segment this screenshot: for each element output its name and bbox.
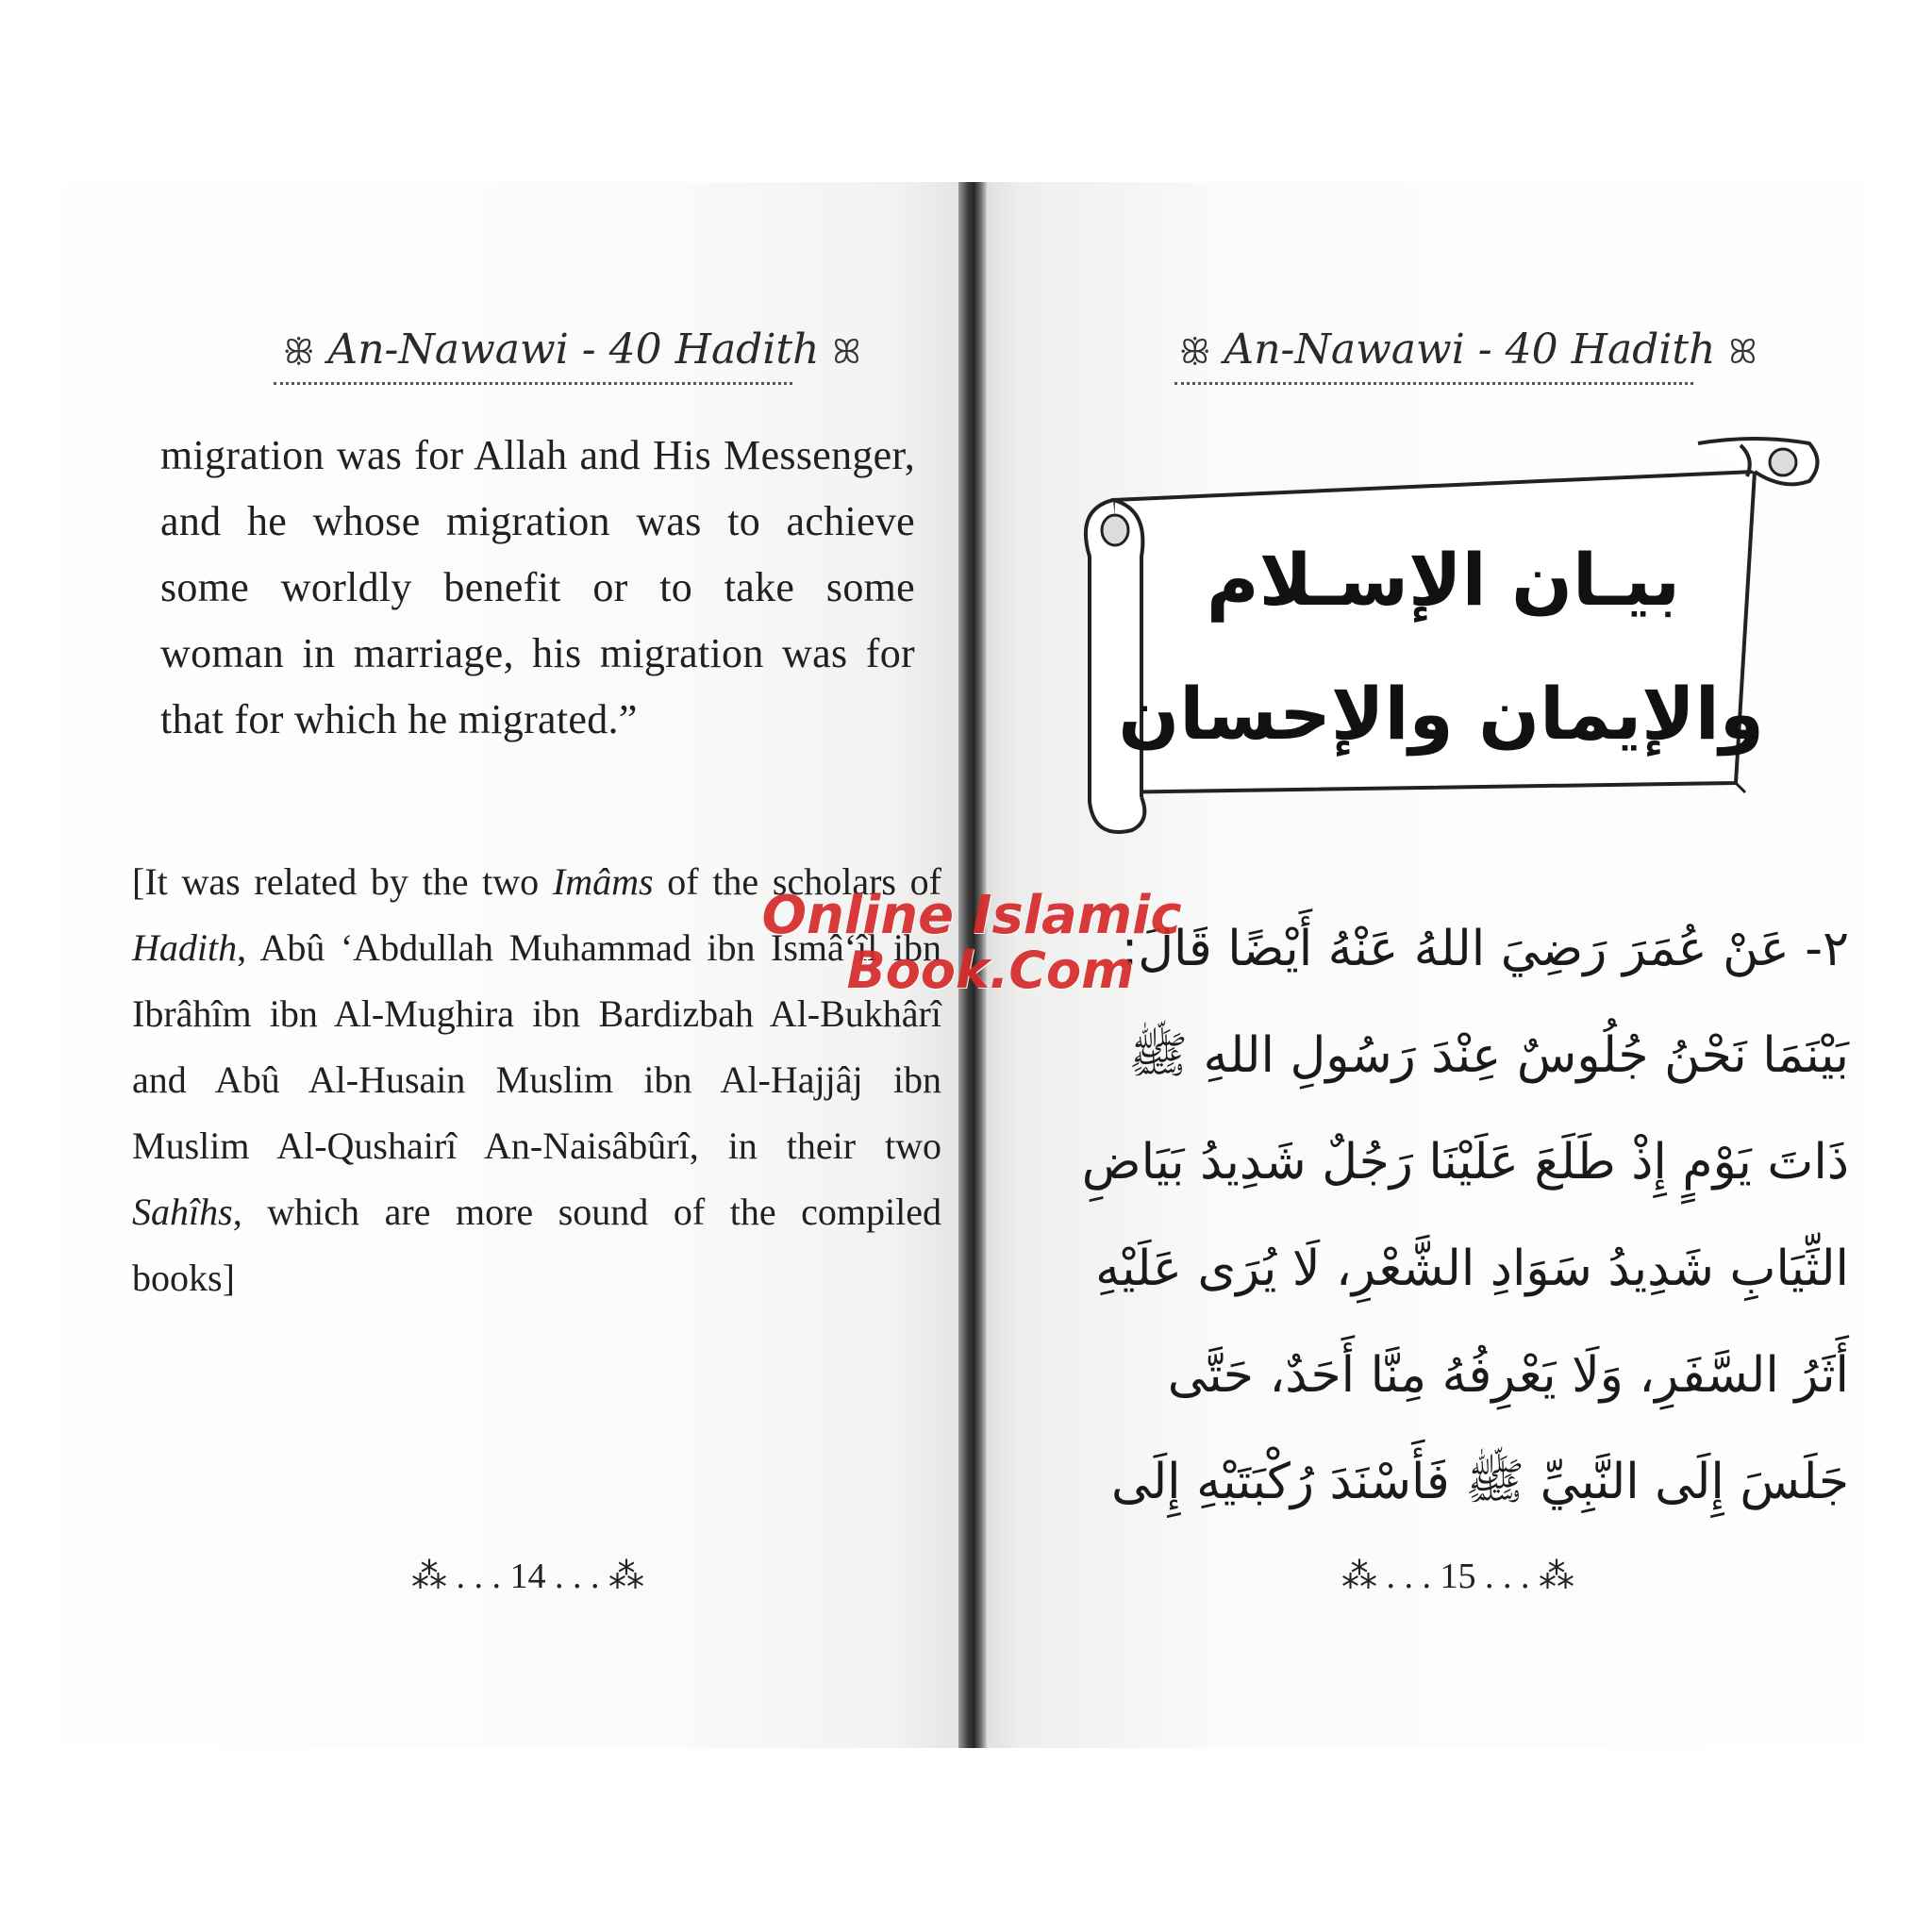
left-page-number-text: 14 — [509, 1557, 546, 1596]
citation-text: [It was related by the two — [132, 860, 553, 903]
citation-italic: Hadith — [132, 926, 238, 969]
right-page-number — [1341, 1555, 1574, 1597]
folio-ornament-icon: . . . ⁂ — [555, 1557, 644, 1596]
right-running-head-text: An-Nawawi - 40 Hadith — [1224, 325, 1716, 374]
right-page-number-text: 15 — [1440, 1557, 1476, 1596]
left-page-number — [411, 1555, 644, 1597]
right-running-head — [1179, 325, 1757, 374]
citation-text: of the scholars of — [653, 860, 941, 903]
citation-text: , which are more sound of the compiled books] — [132, 1191, 941, 1299]
left-head-rule — [274, 382, 792, 385]
folio-ornament-icon: ⁂ . . . — [1341, 1557, 1431, 1596]
citation-italic: Sahîhs — [132, 1191, 233, 1233]
left-running-head — [283, 325, 860, 374]
banner-title-line-1: بيـان الإسـلام — [1206, 538, 1681, 622]
folio-ornament-icon: ⁂ . . . — [411, 1557, 501, 1596]
watermark — [726, 885, 1217, 1000]
right-head-rule — [1174, 382, 1693, 385]
left-running-head-text: An-Nawawi - 40 Hadith — [327, 325, 820, 374]
arabic-line: الثِّيَابِ شَدِيدُ سَوَادِ الشَّعْرِ، لَا يُرَى عَلَيْهِ — [1095, 1241, 1849, 1297]
watermark-line-2: Book.Com — [846, 941, 1135, 1000]
scroll-banner-icon — [1038, 425, 1830, 849]
banner-title-line-2: والإيمان والإحسان — [1118, 672, 1764, 756]
citation-italic: Imâms — [552, 860, 654, 903]
right-head-ornament-icon: ꕤ — [1728, 333, 1757, 372]
left-head-ornament-icon: ꕥ — [283, 333, 315, 372]
left-paragraph-quote: migration was for Allah and His Messenger, and he whose migration was to achieve some worldly benefit or to take some woman in marriage, his migration was for that for which he migrated.” — [160, 432, 915, 742]
left-head-ornament-icon: ꕥ — [1179, 333, 1211, 372]
arabic-line: ذَاتَ يَوْمٍ إِذْ طَلَعَ عَلَيْنَا رَجُلٌ شَدِيدُ بَيَاضِ — [1081, 1134, 1849, 1191]
folio-ornament-icon: . . . ⁂ — [1485, 1557, 1574, 1596]
citation-text: , Abû ‘Abdullah Muhammad ibn Ismâ‘îl ibn Ibrâhîm ibn Al-Mughira ibn Bardizbah Al-Bukhârî and Abû Al-Husain Muslim ibn Al-Hajjâj ibn Muslim Al-Qushairî An-Naisâbûrî, in their two — [132, 926, 941, 1167]
arabic-line: ٢- عَنْ عُمَرَ رَضِيَ اللهُ عَنْهُ أَيْضًا قَالَ: — [1121, 921, 1849, 977]
arabic-line: أَثَرُ السَّفَرِ، وَلَا يَعْرِفُهُ مِنَّا أَحَدٌ، حَتَّى — [1167, 1347, 1849, 1404]
arabic-line: جَلَسَ إِلَى النَّبِيِّ ﷺ فَأَسْنَدَ رُكْبَتَيْهِ إِلَى — [1110, 1454, 1849, 1510]
watermark-line-1: Online Islamic — [761, 885, 1182, 946]
right-head-ornament-icon: ꕤ — [832, 333, 861, 372]
arabic-line: بَيْنَمَا نَحْنُ جُلُوسٌ عِنْدَ رَسُولِ اللهِ ﷺ — [1128, 1027, 1849, 1084]
